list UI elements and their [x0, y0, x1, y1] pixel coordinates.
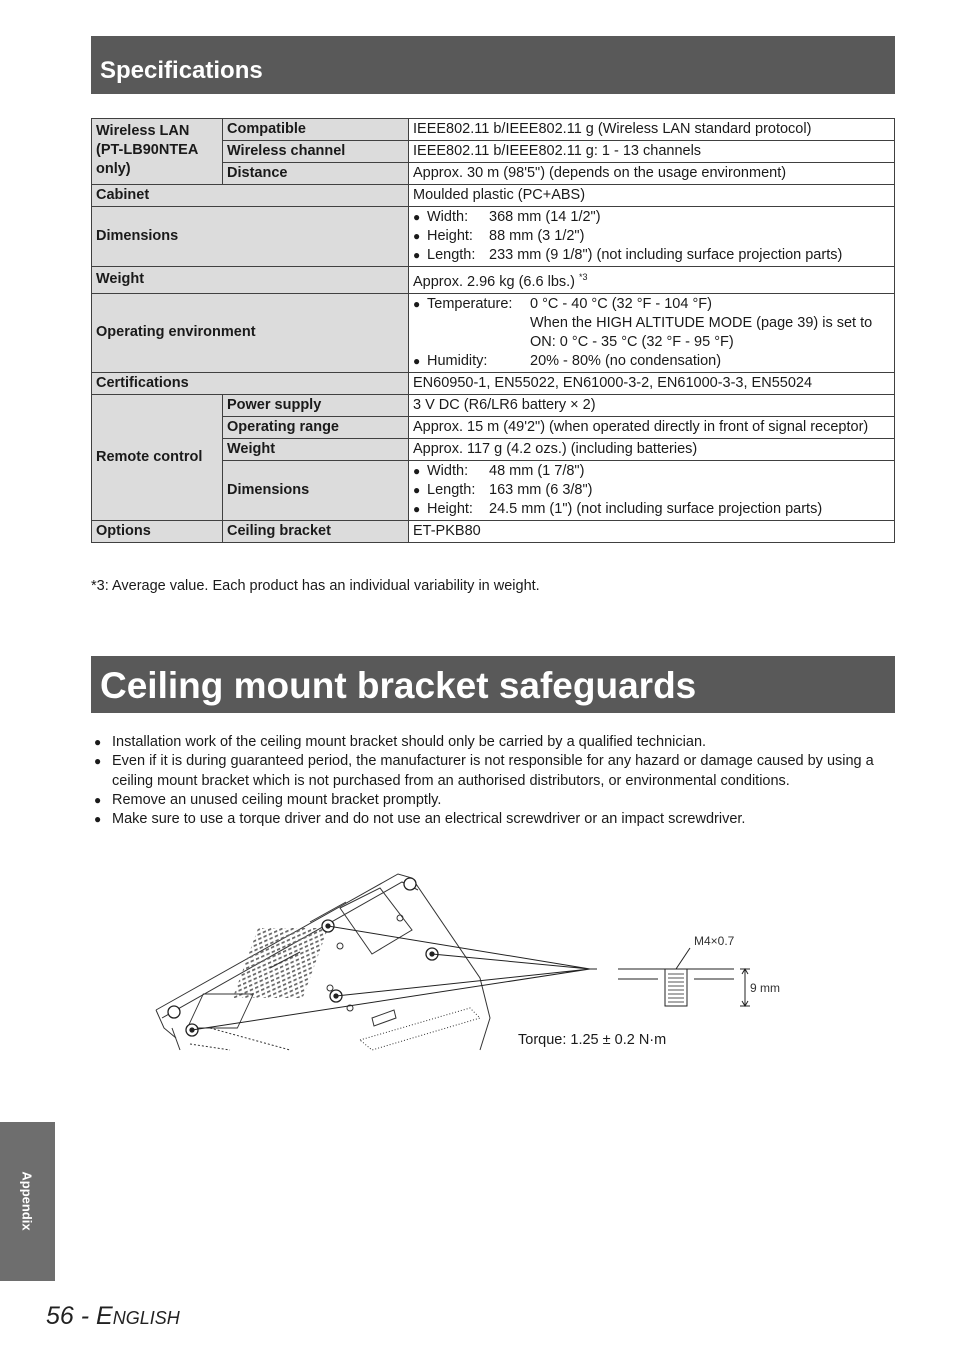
- options-label: Options: [92, 520, 223, 542]
- remote-weight-value: Approx. 117 g (4.2 ozs.) (including batteries): [409, 438, 895, 460]
- cabinet-value: Moulded plastic (PC+ABS): [409, 185, 895, 207]
- bullet-text: Remove an unused ceiling mount bracket promptly.: [112, 791, 442, 808]
- bullet-icon: ●: [94, 792, 102, 807]
- bullet-icon: ●: [413, 248, 421, 262]
- list-item: [91, 733, 891, 752]
- bullet-text: Installation work of the ceiling mount bracket should only be carried by a qualified technician.: [112, 734, 707, 750]
- specifications-heading: [91, 36, 895, 94]
- remote-control-label: Remote control: [92, 394, 223, 520]
- list-item: [91, 791, 891, 810]
- dimension-name: Length:: [427, 247, 476, 263]
- humidity-label: Humidity:: [427, 352, 488, 369]
- certifications-label: Certifications: [92, 372, 409, 394]
- list-item: [413, 352, 890, 371]
- operating-range-value: Approx. 15 m (49'2") (when operated directly in front of signal receptor): [409, 416, 895, 438]
- safeguards-list: [91, 733, 891, 829]
- bullet-icon: ●: [413, 210, 421, 224]
- dimension-value: 163 mm (6 3/8"): [489, 481, 593, 498]
- dimensions-value: [409, 207, 895, 267]
- footnote: *3: Average value. Each product has an individual variability in weight.: [91, 578, 540, 594]
- page-number-value: 56 -: [46, 1302, 97, 1330]
- wireless-channel-label: Wireless channel: [223, 141, 409, 163]
- wireless-lan-label: Wireless LAN (PT-LB90NTEA only): [92, 119, 223, 185]
- distance-label: Distance: [223, 163, 409, 185]
- ceiling-heading: [91, 656, 895, 713]
- list-item: [91, 810, 891, 829]
- dimension-name: Height:: [427, 228, 473, 244]
- list-item: [413, 295, 890, 352]
- page-number: [46, 1302, 180, 1331]
- wireless-channel-value: IEEE802.11 b/IEEE802.11 g: 1 - 13 channels: [409, 141, 895, 163]
- dimensions-label: Dimensions: [92, 207, 409, 267]
- temperature-note: When the HIGH ALTITUDE MODE (page 39) is set to ON: 0 °C - 35 °C (32 °F - 95 °F): [530, 314, 873, 350]
- power-supply-value: 3 V DC (R6/LR6 battery × 2): [409, 394, 895, 416]
- distance-value: Approx. 30 m (98'5") (depends on the usage environment): [409, 163, 895, 185]
- remote-weight-label: Weight: [223, 438, 409, 460]
- list-item: [413, 500, 890, 519]
- dimension-name: Height:: [427, 500, 473, 517]
- temperature-value: 0 °C - 40 °C (32 °F - 104 °F): [530, 295, 712, 312]
- compatible-value: IEEE802.11 b/IEEE802.11 g (Wireless LAN standard protocol): [409, 119, 895, 141]
- list-item: [413, 227, 890, 246]
- torque-label: Torque: 1.25 ± 0.2 N·m: [518, 1032, 667, 1048]
- bullet-text: Even if it is during guaranteed period, the manufacturer is not responsible for any hazard or damage caused by using a ceiling mount bracket which is not purchased from an authorised distributors, or environmental conditions.: [112, 753, 874, 789]
- remote-dimensions-value: [409, 460, 895, 520]
- specifications-table: [91, 118, 895, 543]
- humidity-value: 20% - 80% (no condensation): [530, 352, 722, 369]
- bullet-icon: ●: [413, 501, 421, 516]
- list-item: [413, 462, 890, 481]
- list-item: [91, 752, 891, 791]
- ceiling-bracket-figure: [150, 868, 790, 1058]
- temperature-label: Temperature:: [427, 295, 513, 312]
- bullet-icon: ●: [413, 296, 421, 311]
- appendix-tab-label: Appendix: [19, 1171, 35, 1231]
- bullet-icon: ●: [413, 353, 421, 368]
- bullet-icon: ●: [413, 229, 421, 243]
- certifications-value: EN60950-1, EN55022, EN61000-3-2, EN61000-3-3, EN55024: [409, 372, 895, 394]
- table-row: [92, 185, 895, 207]
- ceiling-bracket-label: Ceiling bracket: [223, 520, 409, 542]
- operating-environment-value: [409, 293, 895, 372]
- projector-underside-drawing: [156, 874, 490, 1050]
- bullet-text: Make sure to use a torque driver and do not use an electrical screwdriver or an impact screwdriver.: [112, 811, 746, 828]
- bullet-icon: ●: [413, 482, 421, 497]
- compatible-label: Compatible: [223, 119, 409, 141]
- table-row: [92, 119, 895, 141]
- screw-depth-label: 9 mm: [750, 981, 780, 995]
- table-row: [92, 293, 895, 372]
- remote-dimensions-label: Dimensions: [223, 460, 409, 520]
- table-row: [92, 207, 895, 267]
- table-row: [92, 394, 895, 416]
- power-supply-label: Power supply: [223, 394, 409, 416]
- list-item: [413, 208, 890, 227]
- dimension-name: Width:: [427, 462, 469, 479]
- cabinet-label: Cabinet: [92, 185, 409, 207]
- dimension-value: 368 mm (14 1/2"): [489, 209, 601, 225]
- dimension-value: 24.5 mm (1") (not including surface projection parts): [489, 500, 823, 517]
- specifications-title: Specifications: [100, 57, 263, 84]
- weight-footnote-ref: *3: [579, 272, 588, 282]
- screw-section-diagram: [618, 948, 750, 1006]
- ceiling-title: Ceiling mount bracket safeguards: [100, 665, 697, 706]
- table-row: [92, 520, 895, 542]
- operating-range-label: Operating range: [223, 416, 409, 438]
- operating-environment-label: Operating environment: [92, 293, 409, 372]
- bullet-icon: ●: [94, 754, 102, 769]
- list-item: [413, 246, 890, 265]
- dimension-name: Length:: [427, 481, 476, 498]
- table-row: [92, 267, 895, 294]
- ceiling-bracket-value: ET-PKB80: [409, 520, 895, 542]
- page-language: English: [96, 1302, 180, 1330]
- bullet-icon: ●: [94, 812, 102, 827]
- dimension-value: 48 mm (1 7/8"): [489, 462, 585, 479]
- weight-text: Approx. 2.96 kg (6.6 lbs.): [413, 273, 580, 290]
- bullet-icon: ●: [94, 735, 102, 749]
- bullet-icon: ●: [413, 463, 421, 478]
- list-item: [413, 481, 890, 500]
- dimension-value: 233 mm (9 1/8") (not including surface projection parts): [489, 247, 843, 263]
- dimension-name: Width:: [427, 209, 469, 225]
- dimension-value: 88 mm (3 1/2"): [489, 228, 585, 244]
- temperature-block: [530, 295, 890, 352]
- weight-value: [409, 267, 895, 294]
- screw-size-label: M4×0.7: [694, 934, 735, 948]
- table-row: [92, 372, 895, 394]
- appendix-tab: [0, 1122, 55, 1281]
- weight-label: Weight: [92, 267, 409, 294]
